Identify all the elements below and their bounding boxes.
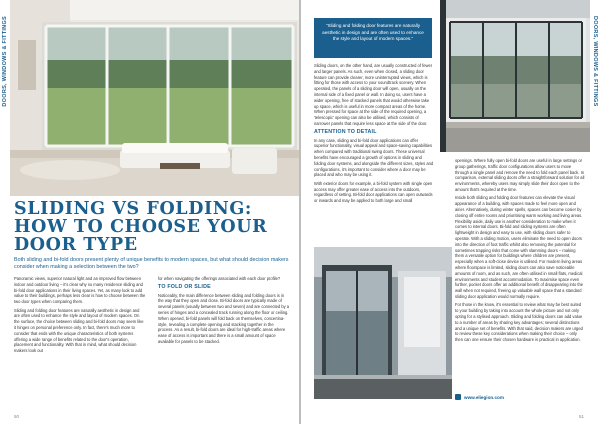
right-column-2	[455, 158, 585, 345]
photo-interior-sliding-door	[314, 247, 452, 399]
photo-glass-doors	[440, 0, 590, 152]
title-line-3: DOOR TYPE	[14, 235, 138, 255]
subheading-attention-to-detail: ATTENTION TO DETAIL	[314, 128, 377, 135]
paragraph: openings. Where fully open bi-fold doors are useful in large settings or group gatherings, traffic door configurations allow users to move through a single panel and remove the need to fold each panel back. In comparison, external sliding doors offer a straightforward solution for all environments, whereby users may simply slide their door open to the amount that's required at the time.	[455, 158, 585, 192]
page-number-right: 51	[578, 414, 584, 419]
website-url[interactable]: www.eliegion.com	[464, 394, 504, 400]
paragraph: Panoramic views, superior natural light and an improved flow between indoor and outdoor living – it's clear why so many residence sliding and bi-fold door applications in their living spaces. Yet, as many look to add value to their buildings, perhaps less clear is how to choose between the two door types when comparing them.	[14, 276, 146, 305]
paragraph: For those in the know, it's essential to review what may be best suited to your building by taking into account the whole picture and not only opting for a stylised approach. Sliding and folding doors can add value to a number of areas by sharing key advantages; several distinctions and a unique set of benefits. With that said, decision makers are urged to review these key considerations when making their choice – only then can one ensure their chosen hardware is practical in application.	[455, 302, 583, 343]
right-column-1	[314, 63, 434, 207]
left-page	[0, 0, 299, 424]
right-page	[301, 0, 600, 424]
paragraph: With exterior doors for example, a bi-fold system with single open access may offer greater ease of access into the outdoors, regardless of setting. Bi-fold door applications can open outwards or inwards and may be applied to both large and small	[314, 180, 433, 204]
left-column-1	[14, 276, 146, 357]
section-strip-right	[590, 0, 600, 424]
title-line-1: SLIDING VS FOLDING:	[14, 199, 252, 219]
section-strip-left	[0, 0, 10, 424]
article-title	[14, 200, 274, 254]
title-line-2: HOW TO CHOOSE YOUR	[14, 217, 268, 237]
paragraph: for when navigating the offerings associated with each door profile?	[158, 276, 281, 281]
subheading-fold-or-slide: TO FOLD OR SLIDE	[158, 283, 211, 290]
hero-photo-living-room	[10, 0, 299, 196]
left-column-2	[158, 276, 290, 347]
paragraph: Sliding doors, on the other hand, are usually constructed of fewer and larger panels. As such, even when closed, a sliding door feature can provide clearer, more uninterrupted views, which is fitting for those with access to your soundtrack scenery. When operated, the panels of a sliding door will open, usually on the internal side of a fixed panel or wall. In doing so, users have a wider opening, free of stacked panels that would otherwise take up space, which is useful in more compact areas of the home. When pressed for space at the side of the required opening, a 'telescopic' opening can also be utilised, which consists of narrower panels that require less space at the side of the door.	[314, 63, 433, 126]
section-label-left: DOORS, WINDOWS & FITTINGS	[2, 16, 8, 107]
website-link[interactable]	[455, 394, 504, 400]
section-label-right: DOORS, WINDOWS & FITTINGS	[592, 16, 598, 107]
page-number-left: 50	[14, 414, 20, 419]
web-icon	[455, 394, 461, 400]
paragraph: In any case, sliding and bi-fold door applications can offer superior functionality, visual appeal and space-saving capabilities when compared with traditional swing doors. These universal benefits have encouraged a growth of options in sliding and folding door systems, and alongside the different sizes, styles and configurations, it's important to consider where a door may be placed and who may be using it.	[314, 137, 434, 178]
article-lede: Both sliding and bi-fold doors present plenty of unique benefits to modern spaces, but what should decision makers consider when making a selection between the two?	[14, 257, 289, 271]
paragraph: Inside both sliding and folding door features can elevate the visual appearance of a building, with spaces made to feel more open and airier. Alternatively, during winter spells, spaces can become cosier by closing off entire rooms and prioritising warm working and living areas. Flexibility aside, daily use is another consideration to make when it comes to internal doors. Bi-fold and sliding systems are often lightweight in design and easy to use, with sliding doors safer to operate. With a sliding motion, users eliminate the need to open doors into the direction of foot traffic whilst also removing the potential for sometimes trapping risks that come with slamming doors – making them a versatile option for buildings where children are present, especially when a soft-close device is utilised. For modern living areas where floorspace is limited, sliding doors can also save noticeable amounts of room, and as such, are often utilised in small flats, medical environments and student accommodation. To maximise space even further, pocket doors offer an additional benefit of disappearing into the wall when not required, freeing up valuable wall space that a standard sliding door application would normally require.	[455, 195, 584, 299]
pull-quote: "Sliding and folding door features are naturally aesthetic in design and are often used to enhance the style and layout of modern spaces."	[314, 18, 432, 58]
paragraph: Sliding and folding door features are naturally aesthetic in design and are often used to enhance the style and layout of modern spaces. On the surface, the choice between sliding and bi-fold doors may seem like it hinges on personal preference only. In fact, there's much more to consider that ends with the unique characteristics of both systems offering a wide range of benefits related to the door's operation, placement and functionality. With that in mind, what should decision makers look out	[14, 307, 144, 354]
paragraph: Noticeably, the main difference between sliding and folding doors is in the way that they open and close. Bi-fold doors are typically made of several panels (usually between two and seven) and are connected by a series of hinges and a concealed track running along the floor or ceiling. When opened, bi-fold panels will fold back on themselves, concertina-style, revealing a complete opening and stacking together in the process. As a result, bi-fold doors are ideal for high-traffic areas where ease of access is important and there is a small amount of space available for panels to be stacked.	[158, 292, 290, 344]
